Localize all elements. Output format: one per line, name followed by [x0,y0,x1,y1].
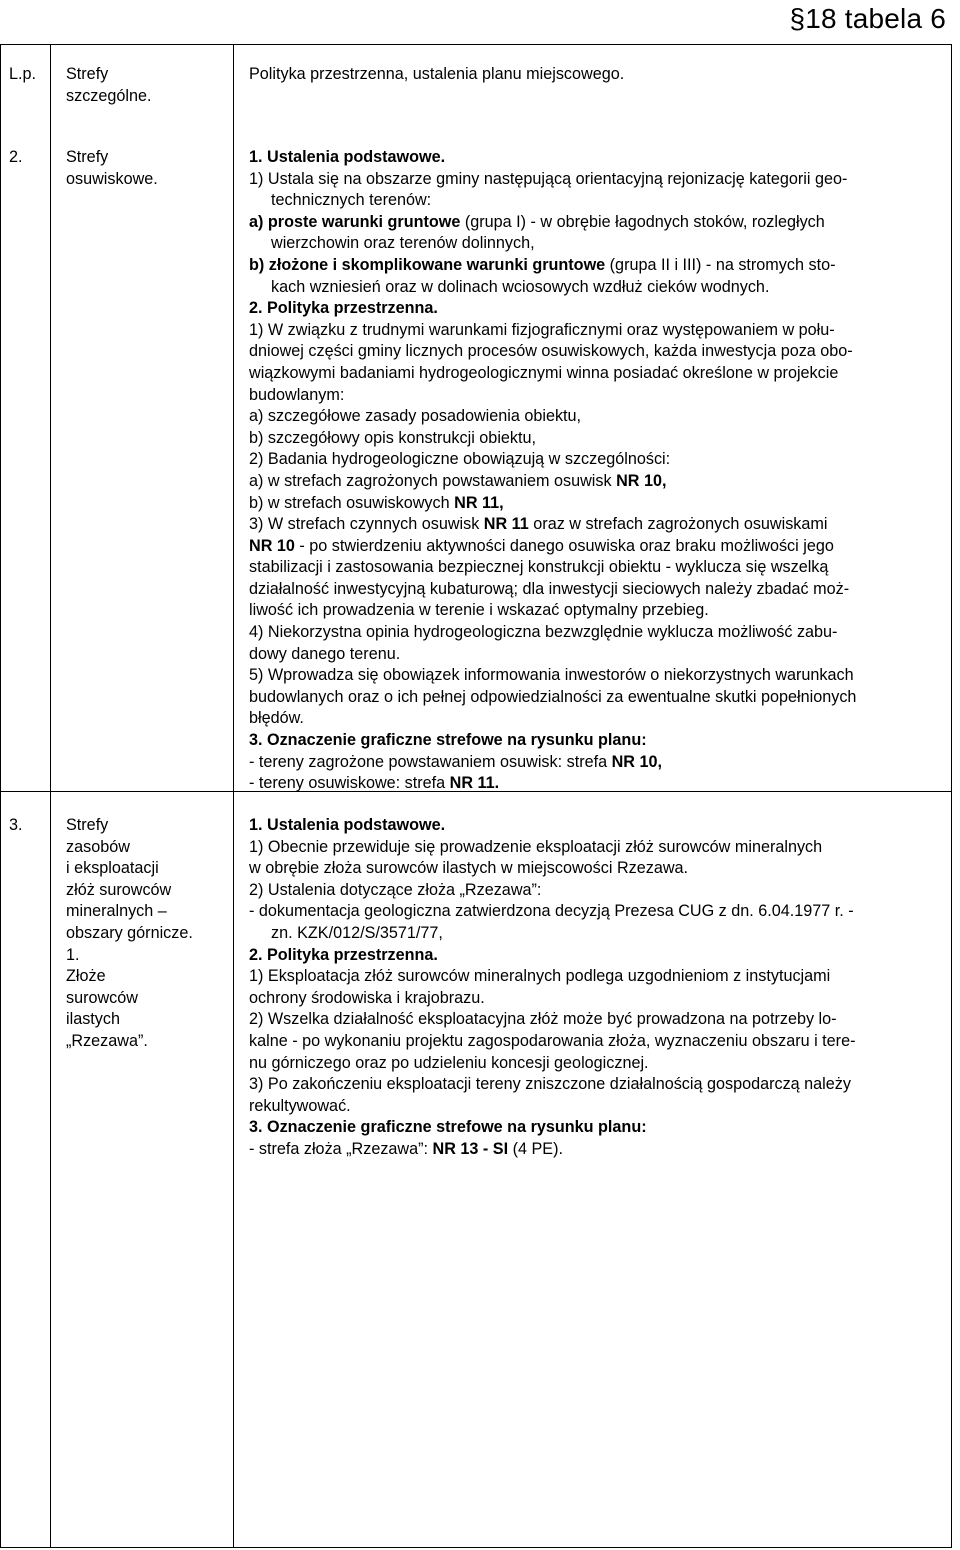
table-border-top [0,44,952,45]
table-border-right [951,44,952,1548]
zone-name [66,815,193,1053]
column-divider [233,44,234,1548]
column-header-zone-line: szczególne. [66,86,152,105]
text-line: działalność inwestycyjną kubaturową; dla inwestycji sieciowych należy zbadać moż- [249,579,850,598]
text-line: dniowej części gminy licznych procesów osuwiskowych, każda inwestycja poza obo- [249,342,853,361]
text-line: 3) Po zakończeniu eksploatacji tereny zniszczone działalnością gospodarczą należy [249,1075,851,1094]
zone-name-line: Strefy [66,816,109,834]
text-line: w obrębie złoża surowców ilastych w miejscowości Rzezawa. [249,859,689,878]
zone-name-line: osuwiskowe. [66,169,158,188]
text-line: 3) W strefach czynnych osuwisk NR 11 oraz w strefach zagrożonych osuwiskami [249,515,828,534]
text-line: wiązkowymi badaniami hydrogeologicznymi winna posiadać określone w projekcie [249,363,839,382]
text-line: zn. KZK/012/S/3571/77, [271,923,443,942]
text-line: 4) Niekorzystna opinia hydrogeologiczna bezwzględnie wyklucza możliwość zabu- [249,623,838,642]
text-line: budowlanych oraz o ich pełnej odpowiedzialności za ewentualne skutki popełnionych [249,687,857,706]
zone-name-lines [66,815,193,1053]
text-line: dowy danego terenu. [249,644,401,663]
text-line: - dokumentacja geologiczna zatwierdzona decyzją Prezesa CUG z dn. 6.04.1977 r. - [249,902,854,921]
table-border-bottom [0,1547,952,1548]
section-heading: 1. Ustalenia podstawowe. [249,148,446,166]
column-header-zone [66,64,151,107]
text-line: wierzchowin oraz terenów dolinnych, [271,234,535,253]
text-line: b) szczegółowy opis konstrukcji obiektu, [249,428,537,447]
text-line: błędów. [249,709,304,728]
text-line: 2) Ustalenia dotyczące złoża „Rzezawa”: [249,880,542,899]
section-heading: 3. Oznaczenie graficzne strefowe na rysunku planu: [249,1118,647,1137]
zone-name-line: Złoże [66,967,106,986]
text-line: kalne - po wykonaniu projektu zagospodarowania złoża, wyznaczeniu obszaru i tere- [249,1031,856,1050]
text-line: nu górniczego oraz po udzieleniu koncesji geologicznej. [249,1053,649,1072]
text-line: 1) Eksploatacja złóż surowców mineralnych podlega uzgodnieniom z instytucjami [249,967,831,986]
text-line: technicznych terenów: [271,191,432,210]
section-heading: 1. Ustalenia podstawowe. [249,816,446,834]
text-line: 5) Wprowadza się obowiązek informowania inwestorów o niekorzystnych warunkach [249,666,854,685]
text-line: - tereny osuwiskowe: strefa NR 11. [249,774,500,793]
section-heading: 2. Polityka przestrzenna. [249,945,438,964]
text-line: - strefa złoża „Rzezawa”: NR 13 - SI (4 PE). [249,1139,563,1158]
text-line: budowlanym: [249,385,345,404]
text-line: - tereny zagrożone powstawaniem osuwisk: strefa NR 10, [249,752,662,771]
table-border-left [0,44,1,1548]
column-divider [50,44,51,1548]
zone-name-line: i eksploatacji [66,859,159,878]
column-header-lp: L.p. [9,65,37,83]
text-line: 1) Obecnie przewiduje się prowadzenie eksploatacji złóż surowców mineralnych [249,837,823,856]
column-header-zone-line: Strefy [66,65,109,83]
text-line: NR 10 - po stwierdzeniu aktywności danego osuwiska oraz braku możliwości jego [249,536,834,555]
zone-name-line: surowców [66,988,138,1007]
zone-name-line: mineralnych – [66,902,167,921]
text-line: b) złożone i skomplikowane warunki gruntowe (grupa II i III) - na stromych sto- [249,255,836,274]
section-heading: 2. Polityka przestrzenna. [249,299,438,318]
text-line: kach wzniesień oraz w dolinach wciosowych wzdłuż cieków wodnych. [271,277,770,296]
row2-content [249,147,945,795]
text-line: 1) W związku z trudnymi warunkami fizjograficznymi oraz występowaniem w połu- [249,320,835,339]
row-number: 3. [9,816,23,834]
zone-name-line: obszary górnicze. [66,923,193,942]
zone-name-line: Strefy [66,148,109,166]
column-header-policy: Polityka przestrzenna, ustalenia planu miejscowego. [249,65,625,83]
text-line: 2) Badania hydrogeologiczne obowiązują w szczególności: [249,450,671,469]
text-line: stabilizacji i zastosowania bezpiecznej konstrukcji obiektu - wyklucza się wszelką [249,558,829,577]
row-number: 2. [9,148,23,166]
text-line: a) w strefach zagrożonych powstawaniem osuwisk NR 10, [249,471,667,490]
section-title: §18 tabela 6 [789,3,946,34]
zone-name [66,147,158,190]
text-line: rekultywować. [249,1096,351,1115]
zone-name-line: ilastych [66,1010,120,1029]
zone-name-line: złóż surowców [66,880,172,899]
section-heading: 3. Oznaczenie graficzne strefowe na rysunku planu: [249,731,647,750]
text-line: a) szczegółowe zasady posadowienia obiektu, [249,407,582,426]
text-line: 2) Wszelka działalność eksploatacyjna złóż może być prowadzona na potrzeby lo- [249,1010,837,1029]
text-line: b) w strefach osuwiskowych NR 11, [249,493,504,512]
row3-content [249,815,945,1161]
text-line: ochrony środowiska i krajobrazu. [249,988,485,1007]
zone-name-line: zasobów [66,837,130,856]
text-line: a) proste warunki gruntowe (grupa I) - w obrębie łagodnych stoków, rozległych [249,212,825,231]
zone-name-line: 1. [66,945,80,964]
text-line: liwość ich prowadzenia w terenie i wskazać optymalny przebieg. [249,601,709,620]
text-line: 1) Ustala się na obszarze gminy następującą orientacyjną rejonizację kategorii geo- [249,169,848,188]
zone-name-line: „Rzezawa”. [66,1031,148,1050]
zones-table [0,44,952,1548]
